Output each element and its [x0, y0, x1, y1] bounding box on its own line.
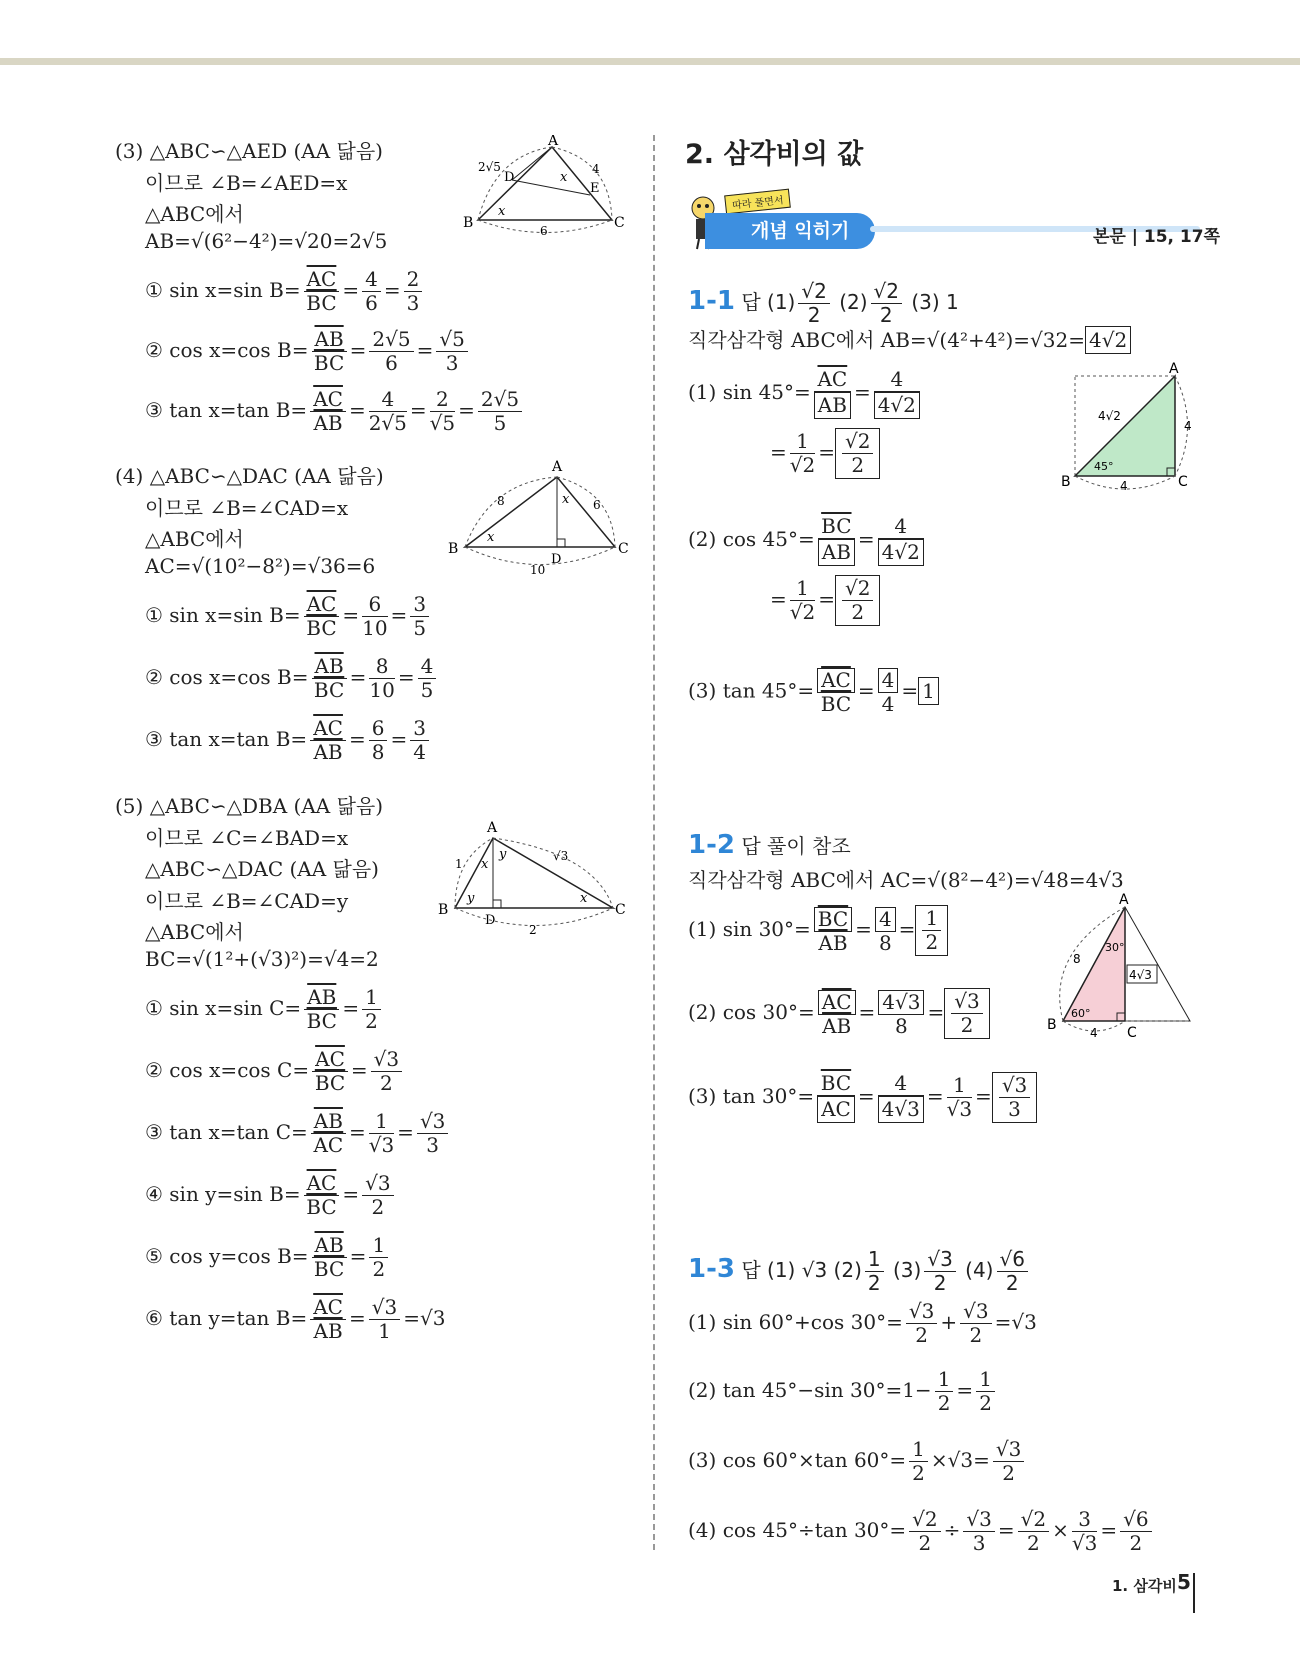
p4-head: (4) △ABC∽△DAC (AA 닮음) — [115, 464, 384, 488]
p5-item1: ① sin x=sin C= $\frac{\overline{AB}}{BC}$ = $\frac{1}{2}$ — [145, 986, 384, 1033]
svg-text:A: A — [552, 459, 563, 475]
p5-item6: ⑥ tan y=tan B= $\frac{\overline{AC}}{AB}$ = $\frac{√3}{1}$ =√3 — [145, 1295, 446, 1343]
svg-text:B: B — [438, 902, 449, 918]
svg-text:x: x — [562, 492, 570, 507]
q3-s2: (2) tan 45°−sin 30°=1− $\frac{1}{2}$ = $\frac{1}{2}$ — [688, 1368, 998, 1415]
footer-chapter: 1. 삼각비 — [1112, 1577, 1177, 1595]
p5-head: (5) △ABC∽△DBA (AA 닮음) — [115, 794, 384, 818]
column-divider — [653, 135, 655, 1550]
p3-triangle-figure — [460, 135, 630, 245]
p4-item2: ② cos x=cos B= $\frac{\overline{AB}}{BC}$ = $\frac{8}{10}$ = $\frac{4}{5}$ — [145, 655, 439, 702]
svg-text:x: x — [580, 891, 588, 906]
q1-answer-line: 1-1 답 (1) $\frac{√2}{2}$ (2) $\frac{√2}{2}$ (3) 1 — [688, 279, 959, 327]
p3-l3: AB=√(6²−4²)=√20=2√5 — [145, 229, 388, 253]
banner-concept: 개념 익히기 — [705, 213, 875, 249]
p3-head: (3) △ABC∽△AED (AA 닮음) — [115, 139, 383, 163]
svg-text:A: A — [1169, 362, 1179, 377]
sticker-label: 따라 풀면서 — [724, 189, 791, 215]
svg-text:4: 4 — [592, 162, 600, 176]
p5-l3: 이므로 ∠B=∠CAD=y — [145, 889, 349, 913]
svg-text:4: 4 — [1120, 479, 1128, 492]
svg-text:4√3: 4√3 — [1129, 968, 1152, 982]
q3-answer-line: 1-3 답 (1) √3 (2) $\frac{1}{2}$ (3) $\frac{√3}{2}$ (4) $\frac{√6}{2}$ — [688, 1248, 1031, 1295]
q3-s4: (4) cos 45°÷tan 30°= $\frac{√2}{2}$ ÷ $\frac{√3}{3}$ = $\frac{√2}{2}$ × $\frac{3}{√3}$ = $\frac{√6}{2}$ — [688, 1508, 1155, 1555]
page-line — [1193, 1573, 1195, 1613]
svg-text:B: B — [1061, 474, 1071, 490]
svg-text:1: 1 — [455, 857, 463, 871]
top-bar — [0, 58, 1300, 65]
p5-item4: ④ sin y=sin B= $\frac{\overline{AC}}{BC}$ = $\frac{√3}{2}$ — [145, 1172, 397, 1219]
svg-text:D: D — [485, 913, 496, 928]
section-title: 2. 삼각비의 값 — [685, 139, 864, 170]
svg-text:30°: 30° — [1105, 941, 1125, 954]
p3-l1: 이므로 ∠B=∠AED=x — [145, 171, 348, 195]
svg-text:x: x — [560, 170, 568, 185]
q1-s3: (3) tan 45°= $\frac{\overline{AC}}{BC}$ = $\frac{4}{4}$ = 1 — [688, 668, 939, 716]
p3-item1: ① sin x=sin B= $\frac{\overline{AC}}{BC}$ = $\frac{4}{6}$ = $\frac{2}{3}$ — [145, 268, 425, 315]
p5-l1: 이므로 ∠C=∠BAD=x — [145, 826, 349, 850]
svg-text:10: 10 — [530, 563, 546, 577]
q1-l1: 직각삼각형 ABC에서 AB=√(4²+4²)=√32= 4√2 — [688, 324, 1131, 354]
q1-s2: (2) cos 45°= $\frac{\overline{BC}}{AB}$ = $\frac{4}{4√2}$ — [688, 515, 927, 566]
svg-text:45°: 45° — [1094, 460, 1114, 473]
p3-item2: ② cos x=cos B= $\frac{\overline{AB}}{BC}$ = $\frac{2√5}{6}$ = $\frac{√5}{3}$ — [145, 328, 471, 375]
p4-l1: 이므로 ∠B=∠CAD=x — [145, 496, 349, 520]
p5-l5: BC=√(1²+(√3)²)=√4=2 — [145, 947, 379, 971]
svg-text:6: 6 — [540, 224, 548, 238]
q2-s2: (2) cos 30°= $\frac{\overline{AC}}{AB}$ = $\frac{4√3}{8}$ = $\frac{√3}{2}$ — [688, 988, 990, 1039]
p4-triangle-figure — [445, 457, 635, 577]
svg-text:A: A — [548, 135, 559, 149]
svg-text:x: x — [481, 857, 489, 872]
svg-text:4√2: 4√2 — [1098, 409, 1121, 423]
q2-s3: (3) tan 30°= $\frac{\overline{BC}}{AC}$ = $\frac{4}{4√3}$ = $\frac{1}{√3}$ = $\frac{√3}{3}$ — [688, 1072, 1037, 1123]
svg-text:y: y — [467, 891, 475, 906]
q1-square-figure — [1060, 362, 1195, 492]
p5-l2: △ABC∽△DAC (AA 닮음) — [145, 857, 379, 881]
svg-text:C: C — [1127, 1025, 1137, 1041]
p4-item1: ① sin x=sin B= $\frac{\overline{AC}}{BC}$ = $\frac{6}{10}$ = $\frac{3}{5}$ — [145, 593, 432, 640]
svg-text:2: 2 — [529, 923, 537, 937]
p5-item5: ⑤ cos y=cos B= $\frac{\overline{AB}}{BC}$ = $\frac{1}{2}$ — [145, 1234, 391, 1281]
svg-text:6: 6 — [593, 498, 601, 512]
svg-text:y: y — [499, 847, 507, 862]
svg-text:x: x — [487, 530, 495, 545]
p5-l4: △ABC에서 — [145, 920, 244, 944]
svg-text:C: C — [1178, 474, 1188, 490]
svg-text:D: D — [551, 552, 562, 567]
svg-text:8: 8 — [497, 494, 505, 508]
q1-s1: (1) sin 45°= $\frac{\overline{AC}}{AB}$ = $\frac{4}{4√2}$ — [688, 368, 923, 419]
q2-l1: 직각삼각형 ABC에서 AC=√(8²−4²)=√48=4√3 — [688, 868, 1124, 892]
q3-s3: (3) cos 60°×tan 60°= $\frac{1}{2}$ ×√3= $\frac{√3}{2}$ — [688, 1438, 1027, 1485]
svg-text:A: A — [487, 820, 498, 836]
svg-text:60°: 60° — [1071, 1007, 1091, 1020]
p5-item3: ③ tan x=tan C= $\frac{\overline{AB}}{AC}$ = $\frac{1}{√3}$ = $\frac{√3}{3}$ — [145, 1110, 451, 1157]
q1-s2-cont: = $\frac{1}{√2}$ = $\frac{√2}{2}$ — [770, 575, 880, 626]
p5-triangle-figure — [435, 818, 635, 938]
svg-text:2√5: 2√5 — [478, 160, 501, 174]
p3-l2: △ABC에서 — [145, 202, 244, 226]
textbook-ref: 본문 | 15, 17쪽 — [1093, 227, 1221, 247]
p4-l2: △ABC에서 — [145, 527, 244, 551]
p4-l3: AC=√(10²−8²)=√36=6 — [145, 554, 376, 578]
p3-item3: ③ tan x=tan B= $\frac{\overline{AC}}{AB}$ = $\frac{4}{2√5}$ = $\frac{2}{√5}$ = $\frac{2√5}{5}$ — [145, 388, 525, 435]
svg-text:D: D — [504, 170, 515, 185]
svg-text:B: B — [463, 215, 474, 231]
svg-text:C: C — [618, 541, 629, 557]
svg-text:C: C — [615, 902, 626, 918]
p5-item2: ② cos x=cos C= $\frac{\overline{AC}}{BC}$ = $\frac{√3}{2}$ — [145, 1048, 405, 1095]
q1-s1-cont: = $\frac{1}{√2}$ = $\frac{√2}{2}$ — [770, 428, 880, 479]
svg-text:8: 8 — [1073, 952, 1081, 966]
q2-s1: (1) sin 30°= $\frac{\overline{BC}}{AB}$ = $\frac{4}{8}$ = $\frac{1}{2}$ — [688, 905, 948, 956]
svg-text:4: 4 — [1090, 1026, 1098, 1040]
svg-text:E: E — [590, 181, 600, 196]
svg-text:A: A — [1119, 893, 1129, 908]
q3-number: 1-3 — [688, 1254, 735, 1284]
q2-triangle-figure — [1045, 893, 1195, 1043]
svg-text:x: x — [498, 204, 506, 219]
q3-s1: (1) sin 60°+cos 30°= $\frac{√3}{2}$ + $\frac{√3}{2}$ =√3 — [688, 1299, 1037, 1347]
svg-text:B: B — [1047, 1017, 1057, 1033]
svg-text:4: 4 — [1184, 419, 1192, 433]
svg-text:B: B — [448, 541, 459, 557]
svg-text:C: C — [614, 215, 625, 231]
q2-answer-line: 1-2 답 풀이 참조 — [688, 830, 851, 860]
page-number: 5 — [1177, 1570, 1191, 1594]
p4-item3: ③ tan x=tan B= $\frac{\overline{AC}}{AB}$ = $\frac{6}{8}$ = $\frac{3}{4}$ — [145, 717, 432, 764]
svg-text:√3: √3 — [553, 849, 569, 863]
q1-number: 1-1 — [688, 286, 735, 316]
q2-number: 1-2 — [688, 830, 735, 860]
